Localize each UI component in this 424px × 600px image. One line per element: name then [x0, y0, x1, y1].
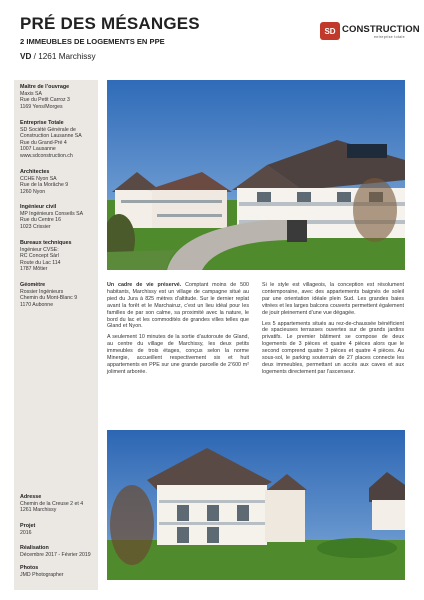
credit-heading: Projet: [20, 523, 36, 529]
credit-line: Rue du Centre 16: [20, 217, 61, 224]
paragraph: A seulement 10 minutes de la sortie d’autoroute de Gland, au centre du village de Marchissy, les deux petits immeubles de trois étages, conçus selon la norme Minergie, accueillent respectivement six et huit appartements en PPE sur une grande parcelle de 2’600 m² joliment arborée.: [107, 334, 249, 375]
credit-line: Chemin de la Creuse 2 et 4: [20, 500, 84, 507]
building-photo-2-image: [107, 430, 405, 580]
logo-badge: SD: [320, 22, 340, 40]
credit-heading: Réalisation: [20, 545, 49, 551]
location: [20, 52, 200, 61]
credit-adresse: [20, 494, 83, 514]
credit-line: Rue du Petit Carroz 3: [20, 97, 70, 104]
credit-line: Rue du Grand-Pré 4: [20, 139, 67, 146]
credit-line: CCHE Nyon SA: [20, 175, 57, 182]
credit-ingenieur: [20, 204, 83, 230]
text-column-1: [107, 282, 249, 380]
credit-line: 2016: [20, 529, 32, 536]
credit-line: Chemin du Mont-Blanc 9: [20, 295, 78, 302]
credit-line: Rue de la Morâche 9: [20, 182, 69, 189]
text-column-2: [262, 282, 404, 380]
credit-heading: Ingénieur civil: [20, 204, 57, 210]
credit-maitre: [20, 84, 70, 110]
credit-entreprise: [20, 120, 82, 160]
paragraph-text: Comptant moins de 500 habitants, Marchissy est un village de campagne situé au pied du Jura à 825 mètres d’altitude. Sur le dernier replat avant la forêt et le Marchairuz, c’est un lieu idéal pour les familles de par son calme, sa proximité avec la nature, le bord du lac et les commodités de grandes villes telles que Gland et Nyon.: [107, 282, 249, 330]
credit-line: SD Société Générale de: [20, 126, 76, 133]
credit-line: 1260 Nyon: [20, 188, 46, 195]
credit-architectes: [20, 169, 68, 195]
credit-line: Route du Lac 114: [20, 259, 61, 266]
locality: / 1261 Marchissy: [31, 52, 96, 61]
credit-line: Décembre 2017 - Février 2019: [20, 551, 91, 558]
paragraph: Les 5 appartements situés au rez-de-chaussée bénéficient de spacieuses terrasses ouvertes sur de grands jardins privatifs. Le premier bâtiment se compose de deux logements de 3 pièces et quatre 4 pièces alors que le second comprend quatre 3 pièces et quatre 4 pièces. Au sous-sol, le parking souterrain de 27 places connecte les deux immeubles, permettant un accès aux caves et aux logements directement par l’ascenseur.: [262, 320, 404, 375]
credit-line: MP Ingénieurs Conseils SA: [20, 210, 84, 217]
canton: VD: [20, 52, 32, 61]
credits-sidebar: [14, 80, 98, 590]
credit-line: Maxis SA: [20, 90, 42, 97]
credit-bureaux: [20, 240, 72, 273]
credit-realisation: [20, 545, 91, 558]
credit-heading: Géomètre: [20, 282, 46, 288]
lead-heading: Un cadre de vie préservé.: [107, 282, 182, 288]
credit-heading: Architectes: [20, 169, 50, 175]
logo-tagline: entreprise totale: [374, 35, 405, 39]
page-subtitle: 2 IMMEUBLES DE LOGEMENTS EN PPE: [20, 37, 165, 46]
credit-line: Ingénieur CVSE:: [20, 246, 59, 253]
credit-line: 1787 Môtier: [20, 266, 48, 273]
credit-heading: Bureaux techniques: [20, 240, 72, 246]
credit-heading: Maître de l’ouvrage: [20, 84, 70, 90]
paragraph: Si le style est villageois, la conception est résolument contemporaine, avec des appartements baignés de soleil par une orientation idéale plein Sud. Les grandes baies vitrées et les larges balcons couverts permettent également de jouir pleinement d’une vue dégagée.: [262, 282, 404, 316]
credit-line: 1169 Yens/Morges: [20, 103, 63, 110]
credit-line: JMD Photographer: [20, 571, 64, 578]
credit-line: 1170 Aubonne: [20, 301, 54, 308]
paragraph-intro: [107, 282, 249, 330]
logo-name: CONSTRUCTION: [342, 24, 420, 35]
credit-line: Rossier Ingénieurs: [20, 288, 64, 295]
credit-line: Construction Lausanne SA: [20, 133, 82, 140]
credit-geometre: [20, 282, 77, 308]
credit-line: RC Concept Sàrl: [20, 253, 59, 260]
building-photo-1: [107, 80, 405, 270]
page-title: PRÉ DES MÉSANGES: [20, 14, 200, 33]
credit-heading: Photos: [20, 565, 39, 571]
credit-line: 1261 Marchissy: [20, 507, 57, 514]
building-photo-2: [107, 430, 405, 580]
credit-line: 1007 Lausanne: [20, 146, 56, 153]
sd-construction-logo: [320, 22, 420, 44]
credit-heading: Adresse: [20, 494, 42, 500]
building-photo-1-image: [107, 80, 405, 270]
credit-line: 1023 Crissier: [20, 223, 51, 230]
credit-line: www.sdconstruction.ch: [20, 152, 73, 159]
page-header: [20, 14, 200, 61]
credit-photos: [20, 565, 64, 578]
credit-heading: Entreprise Totale: [20, 120, 64, 126]
credit-projet: [20, 523, 35, 536]
